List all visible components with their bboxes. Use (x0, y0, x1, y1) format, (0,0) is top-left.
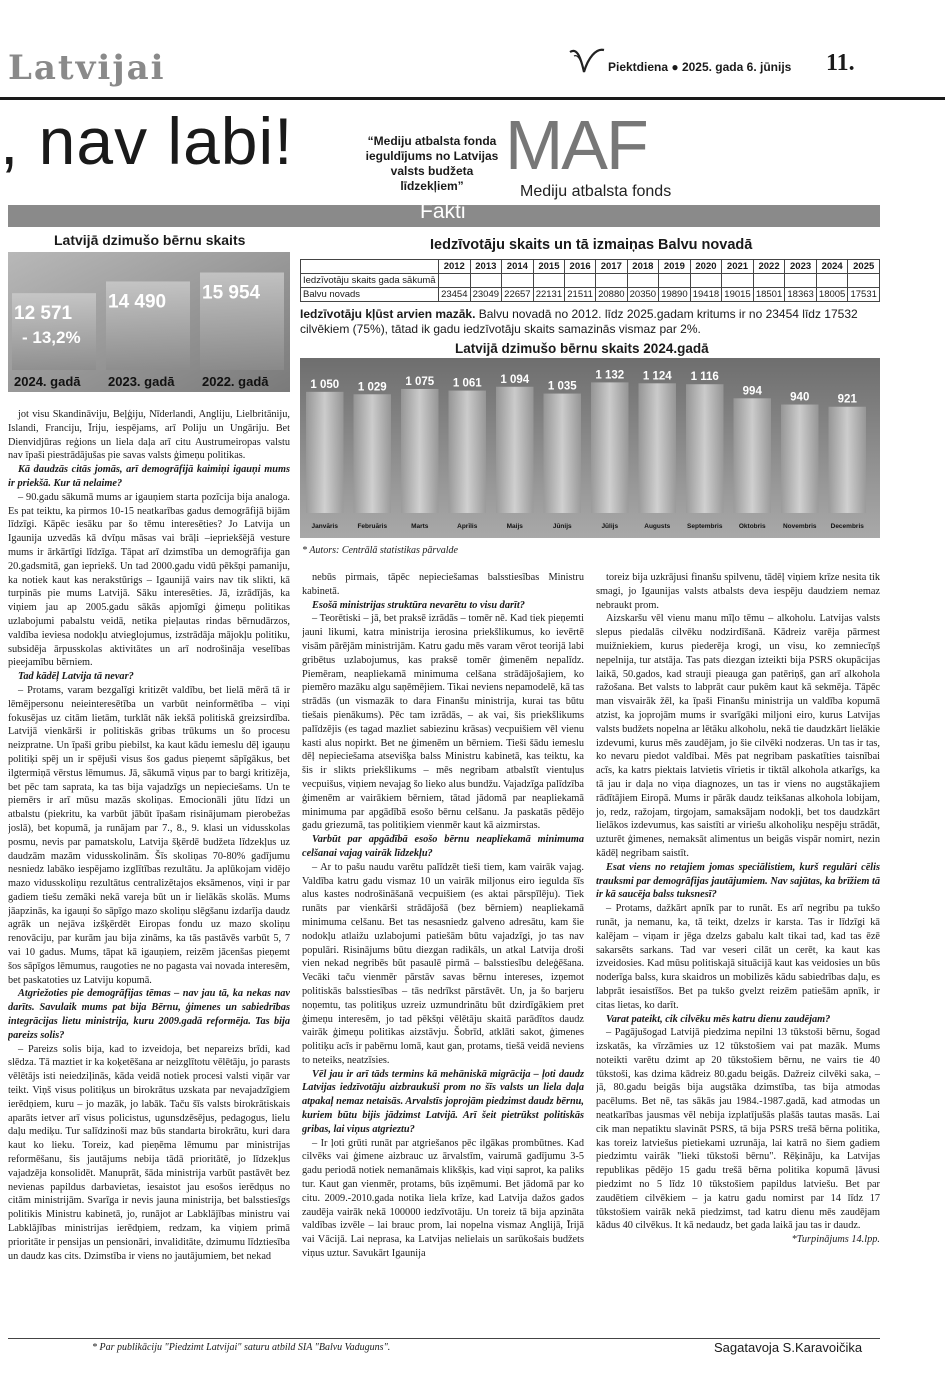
data-label: 1 116 (690, 371, 719, 384)
interview-question: Esošā ministrijas struktūra nevarētu to visu darīt? (312, 599, 525, 611)
table-header-label: Iedzīvotāju skaits gada sākumā (301, 274, 439, 288)
interview-question: Varbūt par apgādībā esošo bērnu neapliekamā minimuma celšanai vajag vairāk līdzekļu? (302, 834, 584, 859)
table-year-header: 2023 (785, 260, 817, 274)
table-empty-cell (753, 274, 785, 288)
data-label: 1 050 (310, 378, 340, 391)
table-year-header: 2013 (470, 260, 502, 274)
bar (781, 405, 819, 513)
bar (734, 398, 772, 513)
table-cell: 19418 (690, 288, 722, 302)
table-empty-cell (596, 274, 628, 288)
bar (449, 391, 487, 513)
tick-label: 2024. gadā (14, 374, 81, 389)
table-year-header: 2019 (659, 260, 691, 274)
article-paragraph: jot visu Skandināviju, Beļģiju, Nīderlandi, Angliju, Lielbritāniju, Islandi, Franciju, Īriju, iespējams, arī Poliju un Ungāriju. Bet Dienvidjūras reģions un liela daļa arī citu Austrumeiropas valstu nav īpaši piestrādājušas pie savas valsts ģimeņu politikas. (8, 409, 290, 462)
note-text: Balvu novadā no 2012. līdz 2025.gadam kritums ir no 23454 līdz 17532 cilvēkiem (75%), tātad ik gadu iedzīvotāju skaits samazinās vismaz par 2%. (300, 307, 858, 336)
table-empty-cell (533, 274, 565, 288)
tick-label: Februāris (357, 523, 388, 530)
table-year-header: 2017 (596, 260, 628, 274)
article-paragraph: – Teorētiski – jā, bet praksē izrādās – tomēr nē. Kad tiek pieņemti jauni likumi, katra ministrija ierosina priekšlikumus, ko ievērtē visām pārējām ministrijām. Katru gadu mēs varam vērot teorijā labi gribētus uzlabojumus, kas praksē tomēr ģimenēm nepalīdz. Piemēram, neapliekamā minimuma celšana strādājošajiem, ko piemēro mazāku algu saņēmējiem. Tikai neviens nepamodelē, kā tas strādās (un vismazāk to dara Finanšu ministrija, kurai tas būtu tiešais pienākums). Pēc tam izrādās, – ak vai, šis priekšlikums palīdzējis (es tagad mazliet sabiezinu krāsas) vecpuišiem vēl vienu kasti alus nopirkt. Bet ne ģimenēm un bērniem. Tieši šādu iemeslu dēļ nepieciešama atsevišķa balss Ministru kabinetā, kas teiktu, ka šis ir slikts priekšlikums – mēs negribam atbalstīt vientuļus vecpuišus, viņiem nevajag šo lieko alus bundžu. Vajadzīga palīdzība ģimenēm ar vairākiem bērniem, tātad jādomā par neapliekamā minimuma par apgādībā esošo bērnu celšanu. Ja paskatās pēdējo gadu griezumā, tas politiķiem vienmēr kaut kā aizmirstas. (302, 613, 584, 832)
change-label: - 13,2% (22, 328, 81, 348)
maf-subtitle: Mediju atbalsta fonds (520, 183, 672, 200)
section-name: Latvijai (8, 48, 166, 88)
article-column-2 (302, 571, 584, 1332)
tick-label: Septembris (687, 523, 723, 530)
interview-question: Vēl jau ir arī tāds termins kā mehāniskā migrācija – ļoti daudz Latvijas iedzīvotāju aizbraukuši prom no šīs valsts un liela daļa atpakaļ nemaz netaisās. Arvalstīs joprojām piedzimst daudz bērnu, kuriem būtu bijis jādzimst Latvijā. Arī šeit pietrūkst politiskās gribas, lai viņus atgrieztu? (302, 1068, 584, 1135)
table-empty-cell (722, 274, 754, 288)
data-label: 12 571 (14, 303, 73, 325)
data-label: 1 061 (452, 377, 482, 390)
table-empty-cell (470, 274, 502, 288)
bar (401, 389, 439, 513)
table-header-spacer (301, 260, 439, 274)
continuation-note: *Turpinājums 14.lpp. (791, 1234, 880, 1246)
footer-divider (8, 1338, 880, 1339)
table-empty-cell (659, 274, 691, 288)
article-paragraph: – Protams, dažkārt apnīk par to runāt. Es arī negribu pa tukšo runāt, ja nemanu, ka, tā teikt, dzelzs ir karsta. Tas ir līdzīgi kā kalējam – viņam ir jēga dzelzs gabalu kalt tikai tad, kad tas ēzē sakarsēts sarkans. Tad var veseri cilāt un cerēt, ka kaut kas izveidosies. Kad mūsu politiskajā situācijā kaut kas veidosies un būs noderīga balss, kura skaidros un mobilizēs kādu sabiedrības daļu, es labprāt iesaistīšos. Bet pa tukšo gvelzt reizēm patiešām apnīk, ir citas lietas, ko darīt. (596, 903, 880, 1011)
tick-label: Oktobris (738, 523, 766, 530)
newspaper-logo-icon (566, 44, 606, 80)
data-label: 15 954 (202, 282, 261, 304)
table-year-header: 2025 (848, 260, 880, 274)
table-cell: 21511 (565, 288, 596, 302)
article-headline: , nav labi! (0, 104, 294, 178)
article-column-1 (8, 408, 290, 1332)
interview-question: Esat viens no retajiem jomas speciālistiem, kurš regulāri cēlis trauksmi par demogrāfijas jautājumiem. Nav sajūtas, ka brīžiem tā ir kā saucēja balss tuksnesī? (596, 861, 880, 901)
table-year-header: 2012 (439, 260, 471, 274)
bar (639, 383, 677, 513)
bar (354, 394, 392, 513)
article-paragraph: – Pareizs solis bija, kad to izveidoja, bet nepareizs brīdi, kad slēdza. Tā maztiet ir ka koķetēšana ar neizglītotu vēlētāju, jo parasts vēlētājs isti neiedziļinās, kāda veidā notiek procesi valsti viņār var teikt. Viņš visus politiķus un birokrātus uzskata par nevajadzīgiem ierēdņiem, kuru – jo mazāk, jo labāk. Taču šīs valsts birokrātiskais aparāts ietver arī visus policistus, ugunsdzēsējus, pedagogus, lielu daļu mediķu. Tur salīdzinoši maz būs standarta birokrātu, kuri dara kaut ko lieku. Toreiz, kad pieņēma lēmumu par ministrijas reformēšanu, šis jautājums nebija tādā prioritātē, jo līdzekļus vajadzēja konsolidēt. Manuprāt, šāda ministrija varbūt pastāvēt bez nevienas papildus darbavietas, iesaistot jau esošos ierēdņus no citām ministrijām. Svarīga ir nevis jauna ministrija, bet balsstiesīgs politikis Ministru kabinetā, jo, runājot ar Labklājības ministru vai Labklājības ministrijas ierēdņiem, redzam, ka viņiem primā prioritāte ir pensijas un pensionāri, invaliditāte, dzimumu līdztiesība un daudz kas cits. Dzimstība ir viens no jautājumiem, bet nekad (8, 1043, 290, 1262)
article-paragraph: – Pagājušogad Latvijā piedzima nepilni 13 tūkstoši bērnu, šogad izskatās, ka vīrzāmies uz 12 tūkstošiem vai pat mazāk. Mums noteikti varētu dzimt ap 20 tūkstošiem bērnu, ne vairs tie 40 tūkstoši, kas dzima kādreiz 80.gadu beigās. Dažreiz cilvēki saka, – jā, 80.gadu beigās bija augstāka dzimstība, tas bija atmodas pacēlums. Bet nē, tas sākās jau 1984.-1987.gadā, kad atmodas un neatkarības jausmas vēl nebija izplatījušās plašās tautas masās. Lai cik man nepatiktu slavināt PSRS, tā bija PSRS trešā bērna politika, kas toreiz latviešus pietiekami uzrunāja, lai katrā no šiem gadiem piedzimtu vairāk "lieki tūkstoši bērnu". Rēķināju, ka Latvijas republikas pēdējo 15 gadu trešā bērna politika kopumā ļāvusi piedzimt no 5 līdz 10 tūkstošiem papildus latviešu. Bet par zaudētiem cilvēkiem – ja katru gadu nomirst par 14 līdz 17 tūkstošiem vairāk nekā piedzimst, tad katru dienu mēs zaudējam kādus 40 cilvēkus. It kā nedaudz, bet gada laikā jau tas ir daudz. (596, 1027, 880, 1232)
tick-label: 2023. gadā (108, 374, 175, 389)
table-row-label: Balvu novads (301, 288, 439, 302)
population-table (300, 259, 880, 302)
table-empty-cell (565, 274, 596, 288)
data-label: 994 (742, 385, 762, 398)
data-label: 1 124 (642, 370, 672, 383)
table-empty-cell (690, 274, 722, 288)
interview-question: Atgriežoties pie demogrāfijas tēmas – nav jau tā, ka nekas nav darīts. Savulaik mums pat bija Bērnu, ģimenes un sabiedrības integrācijas lietu ministrija, kuru 2009.gadā reformēja. Tas bija pareizs solis? (8, 988, 290, 1041)
article-paragraph: toreiz bija uzkrājusi finanšu spilvenu, tādēļ viņiem krīze nesita tik smagi, jo Igaunijas valsts atbalsts deva iespēju daudziem nemaz nebraukt prom. (596, 572, 880, 611)
data-label: 1 035 (547, 380, 577, 393)
table-empty-cell (439, 274, 471, 288)
article-paragraph: – 90.gadu sākumā mums ar igauņiem starta pozīcija bija analoga. Es pat teiktu, ka pirmos 10-15 neatkarības gadus demogrāfijā bijām līdzīgi. Kāpēc iesāku par šo tēmu interesēties? Jo Latvija un Igaunija uzvedās kā dvīņu māsas vai brāļi –iepriekšējā vesture mums ir ārkārtīgi līdzīga. Tāpat arī dzimstība un demogrāfija gan 20.gadsmitā, gan iepriekš. Un tad 2000.gadu vidū pēkšņi pamaniju, ka notiek kaut kas nerakstūrigs – Igaunijā vairs nav tik slikti, kā turpinās pie mums Latvijā. Sāku interesēties. Jā, izrādījās, ka viņiem jau ap 2005.gadu sākās apjomīgi ģimeņu politikas uzlabojumi pabalstu veidā, netika pieļautas rindas bērnudārzos, valdība ieviesa nodokļu atvieglojumus, izstrādāja mājokļu politiku, subsidēja ārpusskolas aktivitātes un arī nodrošināja veselības pieejamību bērniem. (8, 491, 290, 669)
table-year-header: 2021 (722, 260, 754, 274)
article-paragraph: – Protams, varam bezgalīgi kritizēt valdību, bet lielā mērā tā ir lēmējpersonu neieinteresētība un varbūt neinformētība – viņi fokusējas uz citām lietām, turklāt nāk iekšā politiskā greizsirdība. Latvijā vienkārši ir politiskās gribas trūkums un šo procesu neizpratne. Un īpaši gribu piebilst, ka kaut kādu iemeslu dēļ igauņu politiķi spēj un ir spējuši visus šos gadus pieņemt sāpīgākus, bet ilgtermiņā vērstus lēmumus. Jā, sākumā viņus par to bargi kritizēja, bet pēc tam saprata, ka tas bija vajadzīgs un nepieciešams. Un te piemērs ir arī mūsu mazās skoliņas. Emocionāli jūtu līdzi un atbalstu (piekritu, ka varbūt jābūt īpašam risinājumam pierobežas joslā), bet kopumā, ja runājam par 7., 8., 9. klasi un vidusskolas posmu, nevis par pamatskolu, Latvija šķērdē budžeta līdzekļus uz daudzām mazām vidusskolinām. Šīs skoliņas 70-80% gadījumu nesniedz labāko iespējamo izglītības rezultātu. Ja aplūkojam vidējo mazo vidusskoliņu rezultātus centralizētajos eksāmenos, viņi ir par gadiem tiešu zemāki nekā vareja būt un ir lielākās skolās. Mums jāapzinās, ka igauņi šo sāpīgo mazo skoliņu slēgšanu izdarīja daudz agrāk un nejāva izšķērdēt Eiropas fondu uz mazo skoliņu renovāciju, par kurām jau bija zināms, ka tās pastāvēs varbūt 5, 7 vai 10 gadus. Mums, tāpat kā igauņiem, reizēm jācenšas pieņemt šos sāpīgos lēmumus, raugoties ne no pagasta vai novada interesēm, bet paskatoties uz Latviju kopumā. (8, 684, 290, 986)
article-paragraph: – Ar to pašu naudu varētu palīdzēt tieši tiem, kam vairāk vajag. Valdība katru gadu vismaz 10 un vairāk miljonus eiro iegulda šīs alus kastes nodrošināšanā vecpuišiem (es aktai pārspīlēju). Tiek runāts par vienkārši strādājošā (bez bērniem) neapliekamā minimuma celšanu. Bet tas nesasniedz galveno adresātu, kam šie nodokļu atlaižu uzlabojumi patiešām būtu vajadzīgi, jo tas nav populāri. Risinājums būtu diezgan radikāls, un atkal Latvija droši vien nekad negribēs būt pasaulē pirmā – balsstiesību deleģēšana. Vecāki taču vienmēr pārstāv savas bērnu intereses, izņemot politiskās balsstiesības – tās nedrīkst pārstāvēt. Un, ja šo barjeru noņemtu, tas politiķus uzreiz uzmundrinātu būt dzirdīgākiem pret ģimeņu interesēm, jo tad pēkšņi vēlētāju skaitā parādītos daudz vairāk ģimeņu politikas aizstāvju. Šobrīd, atklāti sakot, ģimenes politiķu acīs ir pabērnu lomā, kaut gan, protams, tiešā veidā neviens to neteiks, neatzīsies. (302, 861, 584, 1066)
facts-label: Fakti (420, 200, 466, 223)
data-label: 940 (790, 391, 810, 404)
bar (544, 394, 582, 513)
births-by-year-chart (8, 252, 290, 392)
table-cell: 23454 (439, 288, 471, 302)
tick-label: Novembris (782, 523, 817, 530)
header-divider (0, 97, 945, 100)
table-empty-cell (627, 274, 659, 288)
tick-label: 2022. gadā (202, 374, 269, 389)
table-year-header: 2016 (565, 260, 596, 274)
tick-label: Maijs (506, 523, 523, 530)
table-cell: 18005 (816, 288, 848, 302)
table-empty-cell (502, 274, 534, 288)
tick-label: Aprīlis (457, 523, 478, 530)
data-label: 1 094 (500, 373, 530, 386)
data-label: 14 490 (108, 291, 167, 313)
table-cell: 18501 (753, 288, 785, 302)
table-year-header: 2022 (753, 260, 785, 274)
table-year-header: 2018 (627, 260, 659, 274)
table-year-header: 2014 (502, 260, 534, 274)
maf-quote: “Mediju atbalsta fonda ieguldījums no Latvijas valsts budžeta līdzekļiem” (365, 134, 499, 193)
bar (686, 384, 724, 513)
table-cell: 23049 (470, 288, 502, 302)
births-by-month-chart (300, 358, 880, 538)
data-label: 1 132 (595, 369, 625, 382)
chart-source: * Autors: Centrālā statistikas pārvalde (302, 545, 458, 556)
population-table-title: Iedzīvotāju skaits un tā izmaiņas Balvu novadā (430, 237, 753, 253)
table-cell: 19890 (659, 288, 691, 302)
article-paragraph: Aizskaršu vēl vienu manu mīļo tēmu – alkoholu. Latvijas valsts slepus piedalās cilvēku nodzirdīšanā. Kādreiz varēja pārmest muižniekiem, kurus piederēja krogi, un visu, ko zemniecīņš nepelnija, tur atstāja. Tas pats diezgan izteikti bija PSRS okupācijas laikā, 50.gados, kad strauji pieauga gan patēriņš, gan arī alkohola ražošana. Bet valsts to labprāt caur pukēm kaut kā sekmēja. Tāpēc man visvairāk žēl, ka īpaši Finanšu ministrija un valdība kopumā atzist, ka joprojām mums ir svarīgāki miljoni eiro, kurus Latvijas valsts budžets nopelna ar lētāku alkoholu, nekā tie daudzkārt lielākie izdevumi, kurus mēs zaudējam, jo šie cilvēki nodzeras. Un tas ir tas, ko nevaru piedot valdībai. Mēs pat negribam paskatīties taisnībai acīs, ka katrs piektais latvietis vīrietis ir tiktāl alkohola atkarīgs, ka tā jau ir daļa no viņa diagnozes, un tas ir viens no augstākajiem rādītājiem Eiropā. Mums ir pārāk daudz teikšanas alkohola lobijam, jo, redz, ražojam, tirgojam, samaksājam nodokļi, bet tos daudzkārt lielākos izdevumus, kas saistīti ar viriešu alkoholiķu nespēju strādāt, uzturēt ģimenes, nemaksāt alimentus un beigās vispār nomirt, nezin kādēļ negribam saistīt. (596, 613, 880, 859)
interview-question: Varat pateikt, cik cilvēku mēs katru dienu zaudējam? (606, 1013, 831, 1025)
article-paragraph: nebūs pirmais, tāpēc nepieciešamas balsstiesības Ministru kabinetā. (302, 572, 584, 597)
data-label: 921 (837, 393, 857, 406)
monthly-chart-title: Latvijā dzimušo bērnu skaits 2024.gadā (455, 341, 709, 356)
table-cell: 20350 (627, 288, 659, 302)
bar (306, 392, 344, 513)
issue-date: Piektdiena ● 2025. gada 6. jūnijs (608, 60, 792, 74)
tick-label: Decembris (830, 523, 864, 530)
table-cell: 22657 (502, 288, 534, 302)
tick-label: Janvāris (311, 523, 338, 530)
table-year-header: 2020 (690, 260, 722, 274)
table-cell: 19015 (722, 288, 754, 302)
article-paragraph: – Ir ļoti grūti runāt par atgriešanos pēc ilgākas prombūtnes. Kad cilvēks vai ģimene aizbrauc uz ārvalstīm, vairumā gadījumu 3-5 gadu periodā notiek nemanāmais klikšķis, kad viņi saprot, ka paliks tur. Kaut gan vienmēr, protams, būs izņēmumi. Bet jādomā par ko citu. 2009.-2010.gada notika liela krīze, kad Latvija dažos gados zaudēja vairāk nekā 100000 iedzīvotāju. Un toreiz tā bija apzināta valdības izvēle – lai brauc prom, lai nopelna vismaz Anglijā, Īrijā vai Vācijā. Lai neprasa, ka Latvijas nelielais un sarūkošais budžets viņus uztur. Savukārt Igaunija (302, 1137, 584, 1260)
interview-question: Tad kādēļ Latvija tā nevar? (18, 671, 134, 683)
bar (829, 407, 867, 513)
table-cell: 18363 (785, 288, 817, 302)
interview-question: Kā daudzās citās jomās, arī demogrāfijā kaimiņi igauņi mums ir priekšā. Kur tā nelaime? (8, 464, 290, 489)
author-credit: Sagatavoja S.Karavoičika (714, 1340, 863, 1355)
tick-label: Jūlijs (601, 523, 619, 530)
table-cell: 20880 (596, 288, 628, 302)
left-chart-title: Latvijā dzimušo bērnu skaits (54, 232, 246, 248)
bar (496, 387, 534, 513)
table-year-header: 2015 (533, 260, 565, 274)
tick-label: Jūnijs (552, 523, 572, 530)
data-label: 1 075 (405, 375, 435, 388)
maf-logo: MAF (505, 106, 647, 184)
data-label: 1 029 (357, 381, 387, 394)
table-empty-cell (848, 274, 880, 288)
footer-note: * Par publikāciju "Piedzimt Latvijai" saturu atbild SIA "Balvu Vaduguns". (92, 1342, 391, 1353)
table-year-header: 2024 (816, 260, 848, 274)
bar (591, 382, 629, 513)
population-note (300, 307, 880, 337)
page-header (0, 0, 945, 100)
tick-label: Marts (411, 523, 429, 530)
table-empty-cell (785, 274, 817, 288)
table-cell: 17531 (848, 288, 880, 302)
table-empty-cell (816, 274, 848, 288)
tick-label: Augusts (644, 523, 671, 530)
table-cell: 22131 (533, 288, 565, 302)
note-bold: Iedzīvotāju kļūst arvien mazāk. (300, 307, 476, 321)
page-number: 11. (826, 50, 855, 76)
article-column-3 (596, 571, 880, 1332)
